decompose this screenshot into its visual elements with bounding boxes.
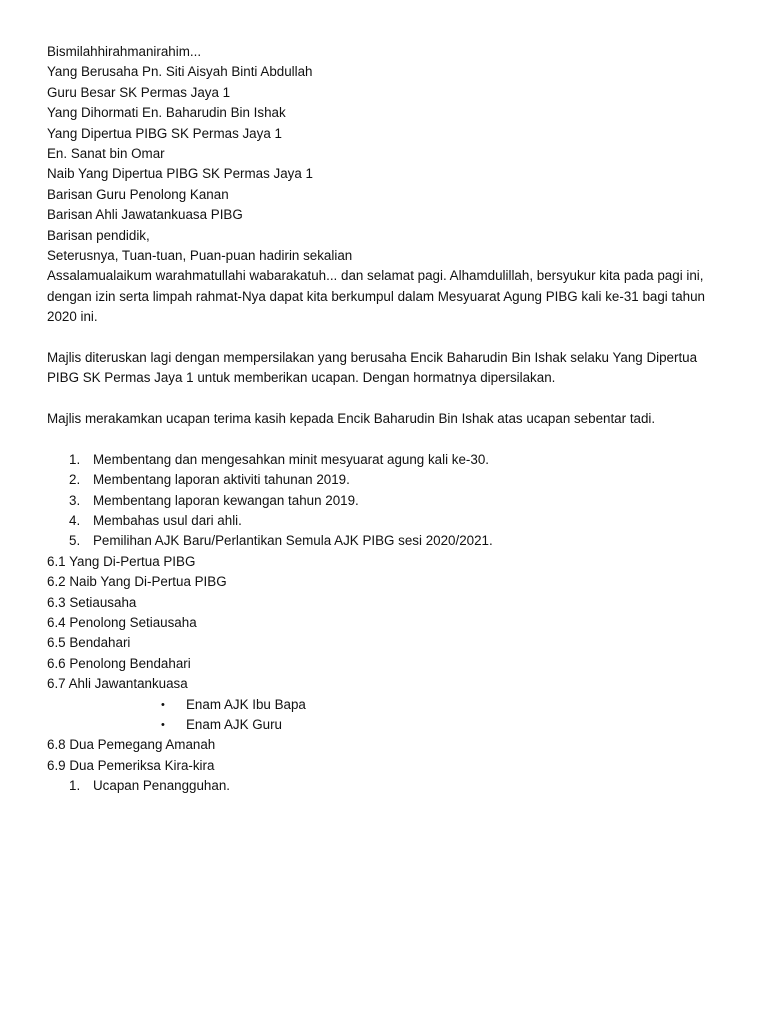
closing-text: Ucapan Penangguhan. [93,778,230,794]
paragraph-spacer [47,328,727,348]
invite-paragraph: Majlis diteruskan lagi dengan mempersilakan yang berusaha Encik Baharudin Bin Ishak selaku Yang Dipertua PIBG SK Permas Jaya 1 untuk memberikan ucapan. Dengan hormatnya dipersilakan. [47,349,698,386]
position-item: 6.9 Dua Pemeriksa Kira-kira [47,757,215,773]
greeting-line: Bismilahhirahmanirahim... [47,44,202,59]
position-item: 6.1 Yang Di-Pertua PIBG [47,553,196,569]
greeting-line: Seterusnya, Tuan-tuan, Puan-puan hadirin sekalian [47,247,353,263]
agenda-text: Membentang laporan kewangan tahun 2019. [93,492,359,508]
position-item: 6.6 Penolong Bendahari [47,655,191,671]
greeting-line: Yang Berusaha Pn. Siti Aisyah Binti Abdullah [47,64,313,80]
paragraph-spacer [47,430,727,450]
greeting-line: Barisan Guru Penolong Kanan [47,186,229,202]
committee-bullet-list [47,695,727,736]
agenda-item [47,511,727,531]
position-item: 6.7 Ahli Jawantankuasa [47,676,188,692]
committee-bullet-text: Enam AJK Guru [186,716,283,732]
greeting-line: Yang Dipertua PIBG SK Permas Jaya 1 [47,125,282,141]
position-item: 6.2 Naib Yang Di-Pertua PIBG [47,574,227,590]
positions-list-continued [47,735,727,776]
agenda-number: 5. [69,533,81,549]
greeting-line: Barisan Ahli Jawatankuasa PIBG [47,207,243,223]
position-item: 6.5 Bendahari [47,635,131,651]
agenda-number: 1. [69,451,81,467]
thanks-paragraph: Majlis merakamkan ucapan terima kasih kepada Encik Baharudin Bin Ishak atas ucapan sebentar tadi. [47,411,656,427]
committee-bullet-item [47,715,727,735]
greeting-list [47,42,727,266]
bullet-icon: • [161,718,165,731]
document-page [47,42,727,797]
agenda-list [47,450,727,552]
greeting-line: Yang Dihormati En. Baharudin Bin Ishak [47,105,286,121]
agenda-text: Pemilihan AJK Baru/Perlantikan Semula AJK PIBG sesi 2020/2021. [93,533,493,549]
agenda-text: Membentang dan mengesahkan minit mesyuarat agung kali ke-30. [93,451,489,467]
paragraph-spacer [47,389,727,409]
agenda-text: Membentang laporan aktiviti tahunan 2019. [93,472,350,488]
agenda-number: 3. [69,492,81,508]
agenda-item [47,491,727,511]
agenda-item [47,470,727,490]
committee-bullet-item [47,695,727,715]
agenda-number: 2. [69,472,81,488]
position-item: 6.3 Setiausaha [47,594,137,610]
greeting-line: Guru Besar SK Permas Jaya 1 [47,84,231,100]
closing-item [47,776,727,796]
closing-number: 1. [69,778,81,794]
agenda-item [47,531,727,551]
opening-paragraph: Assalamualaikum warahmatullahi wabarakatuh... dan selamat pagi. Alhamdulillah, bersyukur kita pada pagi ini, dengan izin serta limpah rahmat-Nya dapat kita berkumpul dalam Mesyuarat Agung PIBG kali ke-31 bagi tahun 2020 ini. [47,268,705,325]
agenda-number: 4. [69,513,81,529]
positions-list [47,552,727,695]
greeting-line: En. Sanat bin Omar [47,145,165,161]
greeting-line: Naib Yang Dipertua PIBG SK Permas Jaya 1 [47,166,313,182]
greeting-line: Barisan pendidik, [47,227,150,243]
bullet-icon: • [161,698,165,711]
position-item: 6.8 Dua Pemegang Amanah [47,737,216,753]
position-item: 6.4 Penolong Setiausaha [47,615,197,631]
agenda-item [47,450,727,470]
committee-bullet-text: Enam AJK Ibu Bapa [186,696,306,712]
agenda-text: Membahas usul dari ahli. [93,513,242,529]
